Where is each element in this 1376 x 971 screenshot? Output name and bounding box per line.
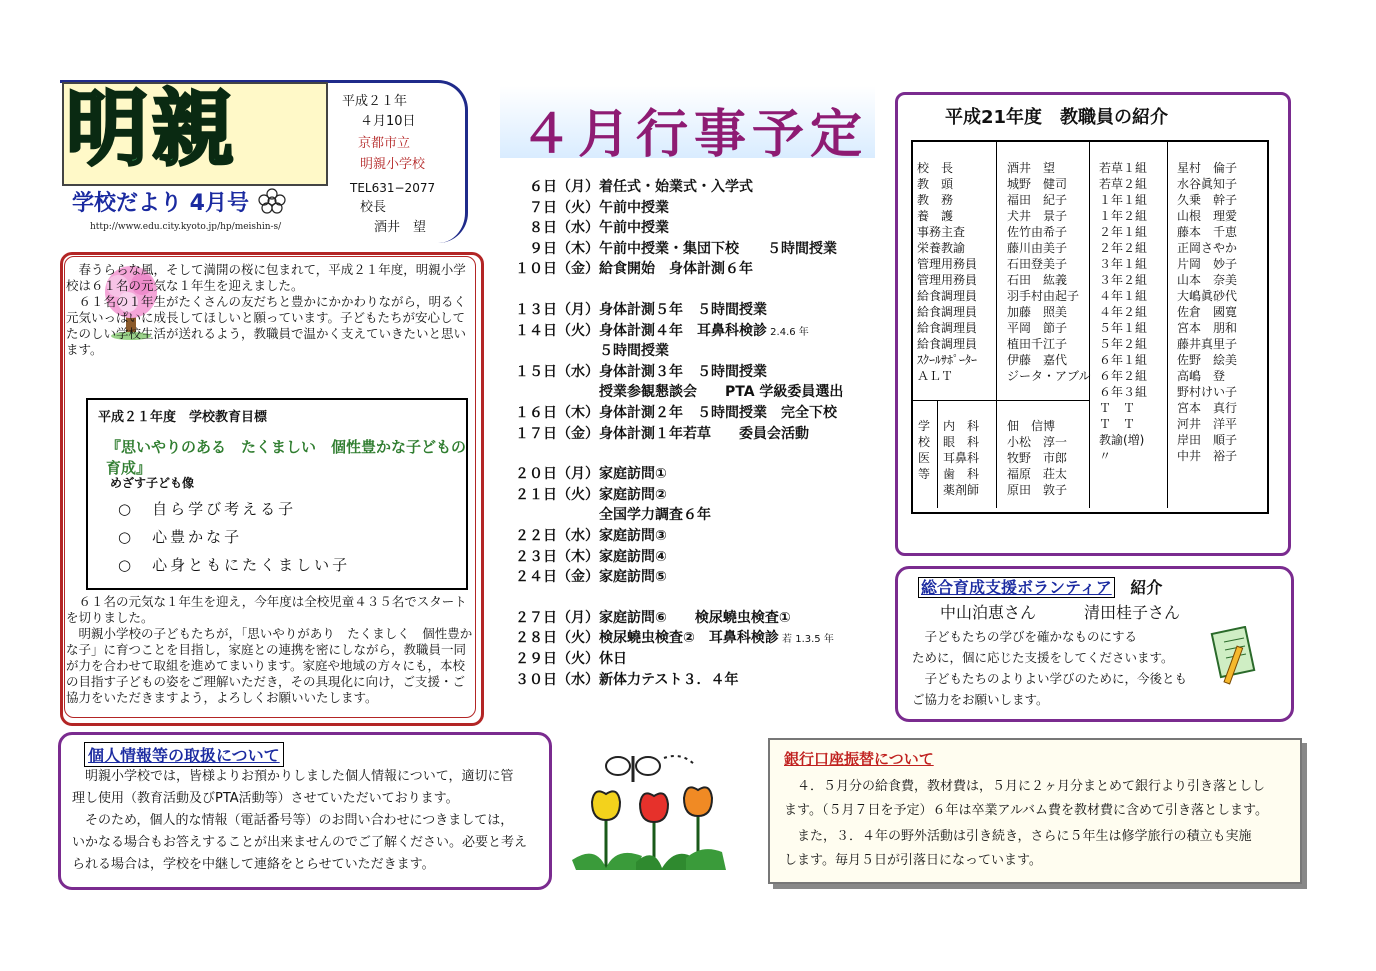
- schedule-day: １４日（火）: [515, 322, 599, 339]
- schedule-row: [505, 484, 667, 504]
- butterfly-icon: [606, 756, 694, 782]
- school-doctor-label: 学 校 医 等: [918, 419, 931, 481]
- schedule-event: 身体計測３年 ５時間授業: [599, 363, 767, 380]
- schedule-event: 新体力テスト３．４年: [599, 671, 739, 688]
- staff-table: [911, 140, 1269, 514]
- schedule-event: 身体計測４年 耳鼻科検診: [599, 322, 767, 339]
- schedule-event: 給食開始 身体計測６年: [599, 261, 753, 278]
- staff-title: 平成21年度 教職員の紹介: [945, 107, 1169, 128]
- schedule-event: ５時間授業: [599, 343, 669, 360]
- schedule-title-banner: [500, 86, 875, 165]
- privacy-line-2: 理し使用（教育活動及びPTA活動等）させていただいております。: [72, 791, 459, 806]
- schedule-note: 若 1.3.5 年: [778, 634, 834, 646]
- schedule-day: ３０日（水）: [515, 671, 599, 688]
- schedule-day: ２１日（火）: [515, 486, 599, 503]
- schedule-row: [505, 504, 711, 524]
- schedule-day: ６日（月）: [529, 179, 599, 195]
- schedule-day: ９日（木）: [529, 240, 599, 257]
- goal-main: 『思いやりのある たくましい 個性豊かな子どもの育成』: [106, 438, 467, 477]
- doctor-names: 佃 信博 小松 淳一 牧野 市郎 福原 荘太 原田 敦子: [1007, 419, 1068, 497]
- school-name: 明親小学校: [360, 157, 426, 172]
- teacher-list: 星村 倫子 水谷眞知子 久乗 幹子 山根 理愛 藤本 千恵 正岡さやか 片岡 妙子 山本 奈美 大嶋眞砂代 佐倉 國寛 宮本 朋和 藤井真里子 佐野 絵美 高嶋 登 野村けい子 宮本 真行 河井 洋平 岸田 順子 中井 裕子: [1177, 161, 1238, 463]
- closing-text: ６１名の元気な１年生を迎え，今年度は全校児童４３５名でスタートを切りました。 明親小学校の子どもたちが，「思いやりがあり たくましく 個性豊かな子」に育つことを目指し，家庭との連携を密にしながら，教職員一同が力を合わせて取組を進めてまいります。家庭や地域の方々にも，本校の目指す子どもの姿をご理解いただき，その具現化に向け，ご支援・ご協力をいただきますよう，よろしくお願いいたします。: [66, 594, 473, 705]
- schedule-day: ２９日（火）: [515, 651, 599, 667]
- schedule-row: [505, 238, 837, 258]
- bank-line-3: また，３．４年の野外活動は引き続き，さらに５年生は修学旅行の積立も実施: [784, 829, 1252, 844]
- tulips-butterfly-illustration: [566, 748, 746, 878]
- schedule-event: 午前中授業・集団下校 ５時間授業: [599, 240, 837, 257]
- schedule-row: [505, 197, 669, 217]
- schedule-event: 家庭訪問④: [599, 548, 667, 565]
- schedule-event: 家庭訪問①: [599, 466, 667, 483]
- schedule-event: 身体計測２年 ５時間授業 完全下校: [599, 405, 837, 421]
- schedule-row: [505, 299, 767, 319]
- schedule-day: １３日（月）: [515, 302, 599, 318]
- schedule-row: [505, 546, 667, 566]
- notebook-pencil-icon: [1208, 626, 1264, 688]
- bank-line-1: ４．５月分の給食費，教材費は，５月に２ヶ月分まとめて銀行より引き落としし: [784, 779, 1266, 794]
- schedule-list: [505, 176, 885, 696]
- schedule-day: ２７日（月）: [515, 609, 599, 626]
- newsletter-subtitle: [72, 186, 287, 217]
- schedule-note: 2.4.6 年: [767, 326, 809, 338]
- schedule-row: [505, 648, 627, 668]
- school-city: 京都市立: [358, 136, 411, 151]
- bank-heading: 銀行口座振替について: [784, 750, 934, 768]
- child-item-1: ○ 自ら学び考える子: [118, 500, 297, 518]
- schedule-row: [505, 423, 809, 443]
- class-list: 若草１組 若草２組 １年１組 １年２組 ２年１組 ２年２組 ３年１組 ３年２組 ４年１組 ４年２組 ５年１組 ５年２組 ６年１組 ６年２組 ６年３組 Ｔ Ｔ Ｔ Ｔ 教諭(増) 〃: [1099, 161, 1148, 463]
- child-heading: めざす子ども像: [110, 476, 195, 490]
- schedule-event: 身体計測１年若草 委員会活動: [599, 425, 809, 442]
- schedule-row: [505, 402, 837, 422]
- schedule-day: １０日（金）: [515, 261, 599, 278]
- doctor-roles: 内 科 眼 科 耳鼻科 歯 科 薬剤師: [943, 419, 980, 497]
- subtitle-text: 学校だより 4月号: [72, 191, 249, 216]
- schedule-row: [505, 566, 667, 586]
- schedule-day: ７日（火）: [529, 199, 599, 216]
- volunteer-line-3: 子どもたちのよりよい学びのために，今後とも: [912, 671, 1188, 686]
- staff-names: 酒井 望 城野 健司 福田 紀子 犬井 景子 佐竹由希子 藤川由美子 石田登美子 石田 紘義 羽手村由起子 加藤 照美 平岡 節子 植田千江子 伊藤 嘉代 ジータ・アブル: [1007, 161, 1091, 383]
- schedule-row: [505, 669, 738, 689]
- volunteer-line-1: 子どもたちの学びを確かなものにする: [912, 629, 1138, 644]
- schedule-row: [505, 361, 767, 381]
- schedule-event: 全国学力調査６年: [599, 507, 711, 524]
- bank-line-4: します。毎月５日が引落日になっています。: [784, 853, 1042, 868]
- closing-paragraph: [66, 594, 476, 706]
- privacy-line-4: いかなる場合もお答えすることが出来ませんのでご了解ください。必要と考え: [72, 835, 528, 850]
- schedule-event: 家庭訪問⑤: [599, 569, 667, 586]
- schedule-row: [505, 340, 669, 360]
- child-item-3: ○ 心身ともにたくましい子: [118, 556, 351, 574]
- privacy-heading: 個人情報等の取扱について: [84, 742, 284, 767]
- schedule-row: [505, 258, 753, 278]
- schedule-day: ２２日（水）: [515, 528, 599, 544]
- volunteer-line-2: ために，個に応じた支援をしてくださいます。: [912, 650, 1174, 665]
- volunteer-names: 中山泊恵さん 清田桂子さん: [940, 603, 1181, 622]
- schedule-event: 身体計測５年 ５時間授業: [599, 302, 767, 318]
- volunteer-heading-row: [918, 575, 1162, 598]
- schedule-day: ２３日（木）: [515, 548, 599, 565]
- privacy-line-5: られる場合は，学校を中継して連絡をとらせていただきます。: [72, 857, 435, 872]
- school-emblem-icon: [257, 188, 287, 214]
- schedule-event: 家庭訪問⑥ 検尿蟯虫検査①: [599, 609, 791, 626]
- bank-line-2: ます。（５月７日を予定）６年は卒業アルバム費を教材費に含めて引き落とします。: [784, 803, 1268, 818]
- volunteer-heading-suffix: 紹介: [1130, 578, 1163, 597]
- principal-name: 酒井 望: [374, 220, 427, 235]
- schedule-row: [505, 320, 809, 340]
- schedule-row: [505, 627, 834, 647]
- schedule-day: １６日（木）: [515, 405, 599, 421]
- school-url[interactable]: http://www.edu.city.kyoto.jp/hp/meishin-s/: [90, 222, 282, 232]
- greeting-text: 春うららな風，そして満開の桜に包まれて，平成２１年度，明親小学校は６１名の元気な１年生を迎えました。 ６１名の１年生がたくさんの友だちと豊かにかかわりながら，明るく元気いっぱいに成長してほしいと願っています。子どもたちが安心してたのしい学校生活が送れるよう，教職員で温かく支えていきたいと思います。: [66, 262, 467, 357]
- volunteer-body: [912, 626, 1187, 710]
- schedule-row: [505, 607, 791, 627]
- newsletter-title: 明親: [66, 82, 239, 177]
- schedule-event: 午前中授業: [599, 199, 669, 216]
- privacy-line-1: 明親小学校では，皆様よりお預かりしました個人情報について，適切に管: [72, 769, 514, 784]
- schedule-row: [505, 525, 667, 545]
- schedule-day: ８日（水）: [529, 220, 599, 237]
- schedule-event: 授業参観懇談会 PTA 学級委員選出: [599, 384, 844, 401]
- schedule-day: ２８日（火）: [515, 630, 599, 647]
- tulip-yellow-icon: [592, 791, 620, 820]
- goal-heading: 平成２１年度 学校教育目標: [98, 410, 268, 425]
- issue-date-year: 平成２１年: [342, 94, 408, 109]
- volunteer-line-4: ご協力をお願いします。: [912, 692, 1049, 707]
- schedule-event: 家庭訪問②: [599, 486, 667, 503]
- schedule-row: [505, 176, 753, 196]
- schedule-event: 検尿蟯虫検査② 耳鼻科検診: [599, 630, 779, 647]
- greeting-paragraph: [66, 262, 476, 358]
- schedule-row: [505, 463, 667, 483]
- schedule-row: [505, 381, 843, 401]
- schedule-event: 午前中授業: [599, 220, 669, 237]
- child-item-2: ○ 心豊かな子: [118, 528, 243, 546]
- school-tel: TEL631−2077: [350, 181, 436, 195]
- staff-roles: 校 長 教 頭 教 務 養 護 事務主査 栄養教諭 管理用務員 管理用務員 給食調理員 給食調理員 給食調理員 給食調理員 ｽｸｰﾙｻﾎﾟｰﾀｰ ＡＬＴ: [917, 161, 978, 383]
- schedule-day: ２０日（月）: [515, 466, 599, 483]
- principal-label: 校長: [360, 200, 387, 215]
- schedule-event: 着任式・始業式・入学式: [599, 179, 753, 195]
- schedule-day: １７日（金）: [515, 425, 599, 442]
- tulip-orange-icon: [684, 787, 712, 816]
- schedule-title: ４月行事予定: [520, 105, 869, 165]
- schedule-day: １５日（水）: [515, 363, 599, 380]
- issue-date-day: ４月10日: [360, 114, 416, 129]
- schedule-day: ２４日（金）: [515, 569, 599, 586]
- tulip-red-icon: [640, 793, 668, 822]
- education-goal-box: [86, 398, 468, 590]
- schedule-event: 休日: [599, 651, 627, 667]
- schedule-row: [505, 217, 669, 237]
- privacy-line-3: そのため，個人的な情報（電話番号等）のお問い合わせにつきましては，: [72, 813, 514, 828]
- schedule-event: 家庭訪問③: [599, 528, 667, 544]
- volunteer-heading: 総合育成支援ボランティア: [918, 577, 1115, 598]
